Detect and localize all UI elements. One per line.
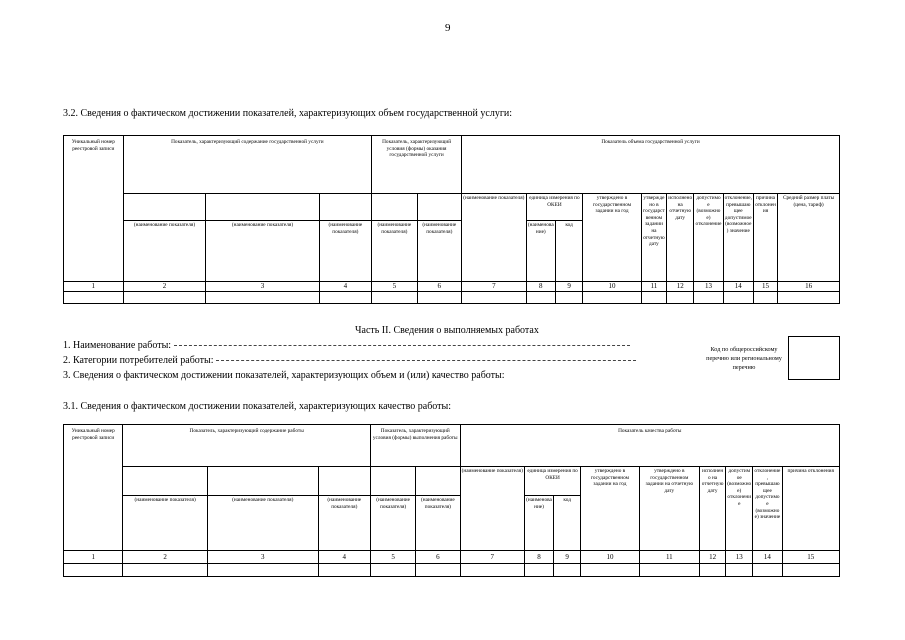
sub-reason: причина отклонения <box>782 467 840 551</box>
sub-deviation: отклонение, превышающее допустимое (возможное) значение <box>753 467 782 551</box>
blank-cell <box>319 194 372 221</box>
column-number: 10 <box>581 551 639 564</box>
work-indicators-line: 3. Сведения о фактическом достижении показателей, характеризующих объем и (или) качество работы: <box>63 370 505 381</box>
col-unique-record: Уникальный номер реестровой записи <box>64 425 123 551</box>
sub-approved-year: утверждено в государственном задании на год <box>581 467 639 551</box>
blank-cell <box>370 467 415 496</box>
column-number: 7 <box>460 551 524 564</box>
blank-cell <box>372 194 417 221</box>
sub-executed: исполнено на отчетную дату <box>667 194 694 282</box>
part-2-title: Часть II. Сведения о выполняемых работах <box>355 325 539 336</box>
sub-unit-code: код <box>555 221 582 282</box>
col-quality-indicator: Показатель качества работы <box>460 425 839 467</box>
sub-name-indicator: (наименование показателя) <box>416 496 460 551</box>
sub-name-indicator: (наименование показателя) <box>206 221 319 282</box>
consumer-category-label: 2. Категории потребителей работы: <box>63 355 214 366</box>
col-content-indicator: Показатель, характеризующий содержание государственной услуги <box>123 136 372 194</box>
column-number: 11 <box>641 282 666 292</box>
sub-name-indicator: (наименование показателя) <box>372 221 417 282</box>
col-conditions-indicator: Показатель, характеризующий условия (формы) выполнения работы <box>370 425 460 467</box>
column-number: 3 <box>207 551 318 564</box>
col-content-indicator: Показатель, характеризующий содержание работы <box>123 425 371 467</box>
sub-permissible: допустимое (возможное) отклонение <box>726 467 753 551</box>
column-number: 6 <box>416 551 460 564</box>
sub-deviation: отклонение, превышающее допустимое (возможное) значение <box>723 194 753 282</box>
column-number: 8 <box>524 551 553 564</box>
sub-permissible: допустимое (возможное) отклонение <box>694 194 723 282</box>
blank-cell <box>206 194 319 221</box>
work-name-line <box>63 340 630 351</box>
blank-cell <box>123 194 206 221</box>
sub-approved-date: утверждено в государственном задании на отчетную дату <box>639 467 699 551</box>
column-number: 9 <box>555 282 582 292</box>
work-name-field[interactable] <box>174 345 630 346</box>
column-number: 1 <box>64 282 124 292</box>
sub-approved-year: утверждено в государственном задании на год <box>583 194 642 282</box>
section-3-2-heading: 3.2. Сведения о фактическом достижении показателей, характеризующих объем государственной услуги: <box>63 108 513 119</box>
column-number: 11 <box>639 551 699 564</box>
consumer-category-field[interactable] <box>216 360 636 361</box>
blank-cell <box>123 467 208 496</box>
column-number: 2 <box>123 551 208 564</box>
page-number: 9 <box>445 22 451 34</box>
sub-unit-okei: единица измерения по ОКЕИ <box>526 194 583 221</box>
sub-name-indicator: (наименование показателя) <box>123 496 208 551</box>
column-number: 14 <box>723 282 753 292</box>
blank-cell <box>207 467 318 496</box>
column-number: 5 <box>370 551 415 564</box>
column-number: 4 <box>319 282 372 292</box>
sub-name-indicator: (наименование показателя) <box>318 496 370 551</box>
table-row <box>64 292 840 304</box>
table-row <box>64 564 840 577</box>
column-number: 10 <box>583 282 642 292</box>
column-number: 5 <box>372 282 417 292</box>
column-number: 7 <box>462 282 527 292</box>
column-number: 16 <box>778 282 840 292</box>
column-number: 12 <box>700 551 726 564</box>
sub-name-indicator: (наименование показателя) <box>460 467 524 551</box>
column-number: 4 <box>318 551 370 564</box>
sub-unit-okei: единица измерения по ОКЕИ <box>524 467 580 496</box>
sub-unit-name: (наименование) <box>524 496 553 551</box>
col-volume-indicator: Показатель объема государственной услуги <box>462 136 840 194</box>
sub-reason: причина отклонения <box>753 194 777 282</box>
sub-name-indicator: (наименование показателя) <box>370 496 415 551</box>
sub-unit-code: код <box>554 496 581 551</box>
volume-table <box>63 135 840 304</box>
sub-name-indicator: (наименование показателя) <box>462 194 527 282</box>
column-number: 6 <box>417 282 461 292</box>
blank-cell <box>318 467 370 496</box>
sub-name-indicator: (наименование показателя) <box>417 221 461 282</box>
column-number: 9 <box>554 551 581 564</box>
sub-name-indicator: (наименование показателя) <box>319 221 372 282</box>
column-number: 12 <box>667 282 694 292</box>
sub-avg-fee: Средний размер платы (цена, тариф) <box>778 194 840 282</box>
column-number: 8 <box>526 282 555 292</box>
quality-table <box>63 424 840 577</box>
column-number: 1 <box>64 551 123 564</box>
col-unique-record: Уникальный номер реестровой записи <box>64 136 124 282</box>
blank-cell <box>417 194 461 221</box>
sub-approved-date: утверждено в государственном задании на отчетную дату <box>641 194 666 282</box>
column-number: 15 <box>782 551 840 564</box>
consumer-category-line <box>63 355 636 366</box>
blank-cell <box>416 467 460 496</box>
column-number: 2 <box>123 282 206 292</box>
column-number: 15 <box>753 282 777 292</box>
registry-code-box[interactable] <box>788 336 840 380</box>
column-number: 13 <box>726 551 753 564</box>
work-name-label: 1. Наименование работы: <box>63 340 172 351</box>
section-3-1-heading: 3.1. Сведения о фактическом достижении показателей, характеризующих качество работы: <box>63 401 452 412</box>
sub-name-indicator: (наименование показателя) <box>123 221 206 282</box>
column-number: 13 <box>694 282 723 292</box>
column-number: 14 <box>753 551 782 564</box>
sub-name-indicator: (наименование показателя) <box>207 496 318 551</box>
column-number: 3 <box>206 282 319 292</box>
sub-unit-name: (наименование) <box>526 221 555 282</box>
registry-code-label: Код по общероссийскому перечню или региональному перечню <box>706 346 782 371</box>
col-conditions-indicator: Показатель, характеризующий условия (формы) оказания государственной услуги <box>372 136 462 194</box>
sub-executed: исполнено на отчетную дату <box>700 467 726 551</box>
